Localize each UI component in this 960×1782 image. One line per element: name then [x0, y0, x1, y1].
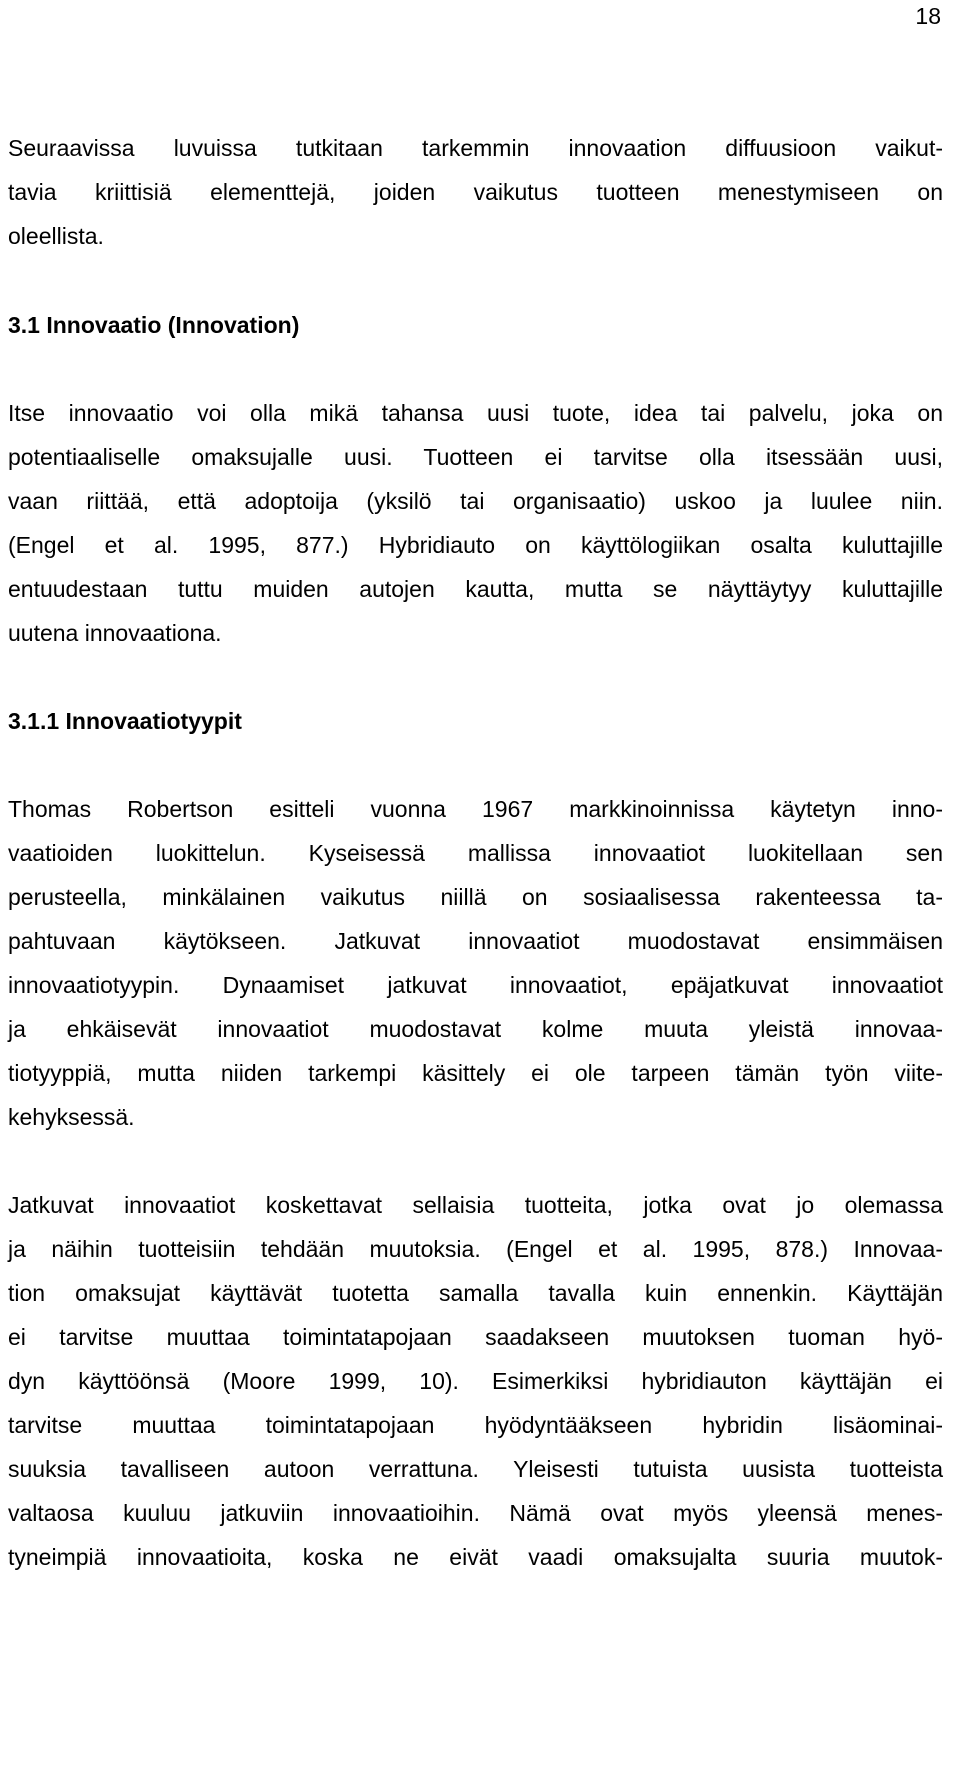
text-line: dyn käyttöönsä (Moore 1999, 10). Esimerkiksi hybridiauton käyttäjän ei [8, 1368, 943, 1394]
text-line: kehyksessä. [8, 1104, 135, 1130]
text-line: ja ehkäisevät innovaatiot muodostavat kolme muuta yleistä innovaa- [8, 1016, 943, 1042]
text-line: Jatkuvat innovaatiot koskettavat sellaisia tuotteita, jotka ovat jo olemassa [8, 1192, 943, 1218]
text-line: perusteella, minkälainen vaikutus niillä on sosiaalisessa rakenteessa ta- [8, 884, 943, 910]
text-line: tyneimpiä innovaatioita, koska ne eivät vaadi omaksujalta suuria muutok- [8, 1544, 943, 1570]
text-line: potentiaaliselle omaksujalle uusi. Tuotteen ei tarvitse olla itsessään uusi, [8, 444, 943, 470]
text-line: Thomas Robertson esitteli vuonna 1967 markkinoinnissa käytetyn inno- [8, 796, 943, 822]
text-line: (Engel et al. 1995, 877.) Hybridiauto on käyttölogiikan osalta kuluttajille [8, 532, 943, 558]
text-line: vaatioiden luokittelun. Kyseisessä mallissa innovaatiot luokitellaan sen [8, 840, 943, 866]
text-line: tarvitse muuttaa toimintatapojaan hyödyntääkseen hybridin lisäominai- [8, 1412, 943, 1438]
text-line: Seuraavissa luvuissa tutkitaan tarkemmin innovaation diffuusioon vaikut- [8, 135, 943, 161]
text-line: vaan riittää, että adoptoija (yksilö tai organisaatio) uskoo ja luulee niin. [8, 488, 943, 514]
text-line: innovaatiotyypin. Dynaamiset jatkuvat innovaatiot, epäjatkuvat innovaatiot [8, 972, 943, 998]
section-heading: 3.1 Innovaatio (Innovation) [8, 312, 300, 338]
text-line: oleellista. [8, 223, 104, 249]
subsection-heading: 3.1.1 Innovaatiotyypit [8, 708, 242, 734]
text-line: tiotyyppiä, mutta niiden tarkempi käsittely ei ole tarpeen tämän työn viite- [8, 1060, 943, 1086]
text-line: pahtuvaan käytökseen. Jatkuvat innovaatiot muodostavat ensimmäisen [8, 928, 943, 954]
text-line: suuksia tavalliseen autoon verrattuna. Yleisesti tutuista uusista tuotteista [8, 1456, 943, 1482]
text-line: ja näihin tuotteisiin tehdään muutoksia. (Engel et al. 1995, 878.) Innovaa- [8, 1236, 943, 1262]
text-line: ei tarvitse muuttaa toimintatapojaan saadakseen muutoksen tuoman hyö- [8, 1324, 943, 1350]
text-line: tavia kriittisiä elementtejä, joiden vaikutus tuotteen menestymiseen on [8, 179, 943, 205]
text-line: tion omaksujat käyttävät tuotetta samalla tavalla kuin ennenkin. Käyttäjän [8, 1280, 943, 1306]
text-line: entuudestaan tuttu muiden autojen kautta, mutta se näyttäytyy kuluttajille [8, 576, 943, 602]
text-line: Itse innovaatio voi olla mikä tahansa uusi tuote, idea tai palvelu, joka on [8, 400, 943, 426]
page-number: 18 [915, 3, 941, 29]
text-line: uutena innovaationa. [8, 620, 222, 646]
text-line: valtaosa kuuluu jatkuviin innovaatioihin. Nämä ovat myös yleensä menes- [8, 1500, 943, 1526]
